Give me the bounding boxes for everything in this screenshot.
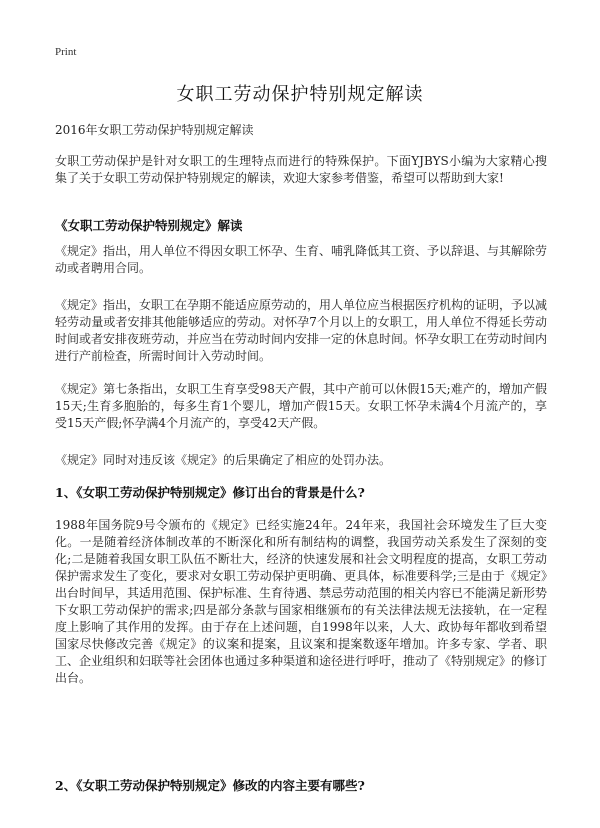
paragraph-3: 《规定》第七条指出，女职工生育享受98天产假，其中产前可以休假15天;难产的，增加产假15天;生育多胞胎的，每多生育1个婴儿，增加产假15天。女职工怀孕未满4个月流产的，享受15天产假;怀孕满4个月流产的，享受42天产假。 bbox=[55, 382, 547, 430]
document-subtitle: 2016年女职工劳动保护特别规定解读 bbox=[55, 123, 254, 137]
intro-paragraph: 女职工劳动保护是针对女职工的生理特点而进行的特殊保护。下面YJBYS小编为大家精心搜集了关于女职工劳动保护特别规定的解读，欢迎大家参考借鉴，希望可以帮助到大家! bbox=[55, 154, 547, 185]
print-link[interactable]: Print bbox=[55, 46, 77, 58]
document-title: 女职工劳动保护特别规定解读 bbox=[176, 84, 424, 105]
question-2-heading: 2、《女职工劳动保护特别规定》修改的内容主要有哪些? bbox=[55, 778, 365, 793]
question-1-heading: 1、《女职工劳动保护特别规定》修订出台的背景是什么? bbox=[55, 485, 365, 500]
section-heading: 《女职工劳动保护特别规定》解读 bbox=[55, 218, 243, 233]
paragraph-4: 《规定》同时对违反该《规定》的后果确定了相应的处罚办法。 bbox=[55, 453, 392, 467]
question-1-answer: 1988年国务院9号令颁布的《规定》已经实施24年。24年来，我国社会环境发生了巨大变化。一是随着经济体制改革的不断深化和所有制结构的调整，我国劳动关系发生了深刻的变化;二是随着我国女职工队伍不断壮大，经济的快速发展和社会文明程度的提高，女职工劳动保护需求发生了变化，要求对女职工劳动保护更明确、更具体，标准要科学;三是由于《规定》出台时间早，其适用范围、保护标准、生育待遇、禁忌劳动范围的相关内容已不能满足新形势下女职工劳动保护的需求;四是部分条款与国家相继颁布的有关法律法规无法接轨，在一定程度上影响了其作用的发挥。由于存在上述问题，自1998年以来，人大、政协每年都收到希望国家尽快修改完善《规定》的议案和提案，且议案和提案数逐年增加。许多专家、学者、职工、企业组织和妇联等社会团体也通过多种渠道和途径进行呼吁，推动了《特别规定》的修订出台。 bbox=[55, 518, 548, 685]
paragraph-2: 《规定》指出，女职工在孕期不能适应原劳动的，用人单位应当根据医疗机构的证明，予以减轻劳动量或者安排其他能够适应的劳动。对怀孕7个月以上的女职工，用人单位不得延长劳动时间或者安排夜班劳动，并应当在劳动时间内安排一定的休息时间。怀孕女职工在劳动时间内进行产前检查，所需时间计入劳动时间。 bbox=[55, 298, 548, 363]
paragraph-1: 《规定》指出，用人单位不得因女职工怀孕、生育、哺乳降低其工资、予以辞退、与其解除劳动或者聘用合同。 bbox=[55, 244, 548, 275]
